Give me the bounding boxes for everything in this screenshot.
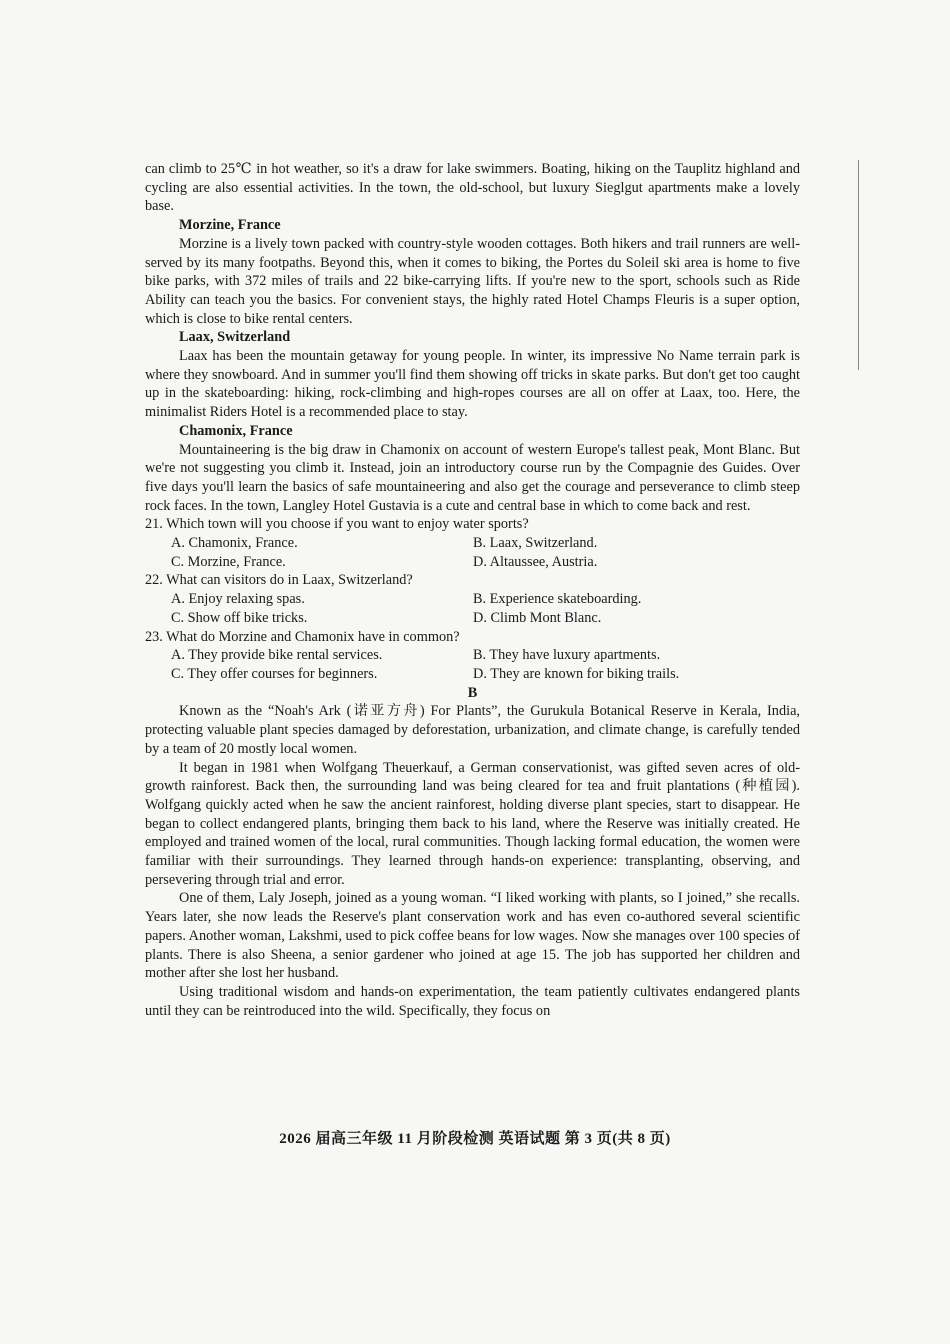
option-21-b: B. Laax, Switzerland.: [473, 535, 598, 552]
option-22-d: D. Climb Mont Blanc.: [473, 609, 602, 626]
passage-a-intro: can climb to 25℃ in hot weather, so it's a draw for lake swimmers. Boating, hiking on the Tauplitz highland and cycling are also essential activities. In the town, the old-school, but luxury Sieglgut apartments make a lovely base.: [145, 161, 800, 215]
question-21-options: [145, 534, 800, 571]
town-text-laax: Laax has been the mountain getaway for young people. In winter, its impressive No Name terrain park is where they snowboard. And in summer you'll find them showing off tricks in skate parks. But don't get too caught up in the skateboarding: hiking, rock-climbing and high-ropes courses are all on offer at Laax, too. Here, the minimalist Riders Hotel is a recommended place to stay.: [145, 348, 800, 421]
option-23-a: A. They provide bike rental services.: [171, 647, 383, 664]
option-22-c: C. Show off bike tricks.: [171, 609, 308, 626]
option-21-c: C. Morzine, France.: [171, 553, 286, 570]
question-23: 23. What do Morzine and Chamonix have in common?: [145, 628, 460, 645]
page-footer: 2026 届高三年级 11 月阶段检测 英语试题 第 3 页(共 8 页): [279, 1131, 671, 1147]
option-22-b: B. Experience skateboarding.: [473, 591, 642, 608]
option-23-d: D. They are known for biking trails.: [473, 665, 680, 682]
town-text-chamonix: Mountaineering is the big draw in Chamonix on account of western Europe's tallest peak, Mont Blanc. But we're not suggesting you climb it. Instead, join an introductory course run by the Compagnie des Guides. Over five days you'll learn the basics of safe mountaineering and also get the courage and perseverance to climb steep rock faces. In the town, Langley Hotel Gustavia is a cute and central base in which to come back and rest.: [145, 441, 800, 514]
option-21-d: D. Altaussee, Austria.: [473, 553, 598, 570]
town-text-morzine: Morzine is a lively town packed with country-style wooden cottages. Both hikers and trail runners are well-served by its many footpaths. Beyond this, when it comes to biking, the Portes du Soleil ski area is home to five bike parks, with 372 miles of trails and 22 bike-carrying lifts. If you're new to the sport, schools such as Ride Ability can teach you the basics. For convenient stays, the highly rated Hotel Champs Fleuris is a super option, which is close to bike rental centers.: [145, 235, 800, 327]
passage-b-paragraph-2: It began in 1981 when Wolfgang Theuerkauf, a German conservationist, was gifted seven acres of old-growth rainforest. Back then, the surrounding land was being cleared for tea and fruit plantations (种植园). Wolfgang quickly acted when he saw the ancient rainforest, holding diverse plant species, start to disappear. He began to collect endangered plants, bringing them back to his land, where the Reserve was initially created. He employed and trained women of the local, rural communities. Though lacking formal education, the women were familiar with their surroundings. They learned through hands-on experience: transplanting, observing, and persevering through trial and error.: [145, 759, 800, 888]
town-heading-morzine: Morzine, France: [179, 217, 281, 234]
passage-b-paragraph-1: Known as the “Noah's Ark (诺亚方舟) For Plants”, the Gurukula Botanical Reserve in Kerala, India, protecting valuable plant species damaged by deforestation, urbanization, and climate change, is carefully tended by a team of 20 mostly local women.: [145, 703, 800, 757]
question-23-options: [145, 646, 800, 683]
town-heading-laax: Laax, Switzerland: [179, 329, 291, 346]
page-content: [145, 160, 800, 1020]
binding-line: [858, 160, 859, 370]
town-heading-chamonix: Chamonix, France: [179, 422, 293, 439]
option-23-b: B. They have luxury apartments.: [473, 647, 661, 664]
passage-b-paragraph-4: Using traditional wisdom and hands-on experimentation, the team patiently cultivates endangered plants until they can be reintroduced into the wild. Specifically, they focus on: [145, 983, 800, 1019]
question-21: 21. Which town will you choose if you want to enjoy water sports?: [145, 516, 529, 533]
option-22-a: A. Enjoy relaxing spas.: [171, 591, 305, 608]
question-22-options: [145, 590, 800, 627]
option-23-c: C. They offer courses for beginners.: [171, 665, 378, 682]
question-22: 22. What can visitors do in Laax, Switzerland?: [145, 572, 413, 589]
passage-b-paragraph-3: One of them, Laly Joseph, joined as a young woman. “I liked working with plants, so I joined,” she recalls. Years later, she now leads the Reserve's plant conservation work and has even co-authored several scientific papers. Another woman, Lakshmi, used to pick coffee beans for low wages. Now she manages over 100 species of plants. There is also Sheena, a senior gardener who joined at age 15. The job has supported her children and mother after she lost her husband.: [145, 890, 800, 982]
option-21-a: A. Chamonix, France.: [171, 535, 298, 552]
section-b-heading: B: [467, 684, 478, 701]
